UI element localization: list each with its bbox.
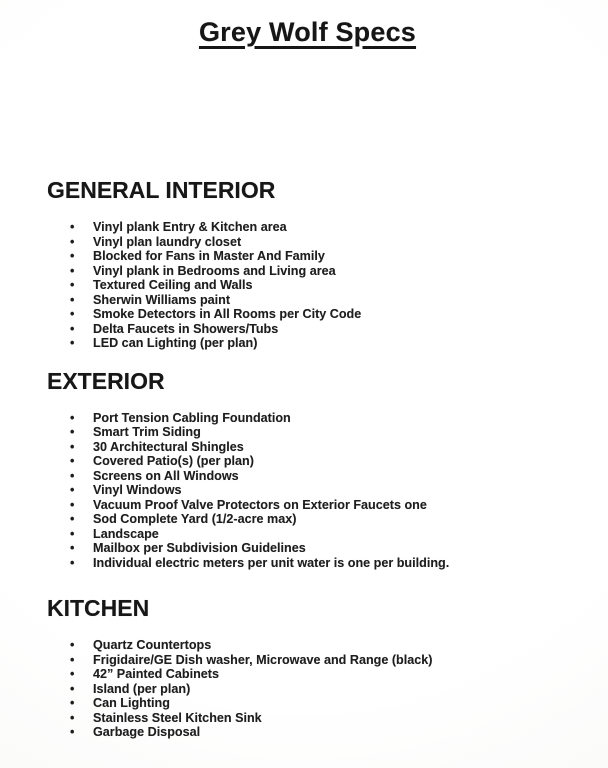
list-item [70,696,568,711]
bullet-dot: • [70,555,75,570]
sections [47,177,568,740]
list-item-text: Textured Ceiling and Walls [93,278,253,292]
list-item [70,235,568,250]
section-heading: GENERAL INTERIOR [47,177,276,203]
list-item [70,682,568,697]
list-item-text: Sod Complete Yard (1/2-acre max) [93,512,297,526]
list-item-text: LED can Lighting (per plan) [93,336,258,350]
list-item [70,293,568,308]
section-heading: EXTERIOR [47,367,165,394]
list-item-text: Blocked for Fans in Master And Family [93,249,325,263]
spec-list [47,638,568,740]
spec-section [47,368,568,571]
list-item [70,527,568,542]
bullet-dot: • [70,497,75,512]
list-item-text: Vacuum Proof Valve Protectors on Exterior Faucets one [93,497,427,512]
bullet-dot: • [70,638,75,652]
list-item-text: Vinyl plank Entry & Kitchen area [93,220,287,234]
spec-section [47,177,568,351]
section-heading: KITCHEN [47,595,150,621]
bullet-dot: • [70,321,75,336]
list-item [70,322,568,337]
spec-list [47,220,568,351]
list-item [70,411,568,426]
list-item-text: Smart Trim Siding [93,425,201,439]
bullet-dot: • [70,652,75,667]
list-item [70,711,568,726]
list-item-text: Garbage Disposal [93,725,201,739]
list-item-text: Vinyl Windows [93,483,182,497]
list-item [70,512,568,527]
list-item [70,638,568,653]
list-item [70,307,568,322]
list-item [70,725,568,740]
bullet-dot: • [70,439,75,454]
list-item-text: Island (per plan) [93,681,191,696]
list-item [70,653,568,668]
list-item-text: Mailbox per Subdivision Guidelines [93,541,306,555]
list-item [70,541,568,556]
list-item [70,249,568,264]
list-item [70,336,568,351]
bullet-dot: • [70,681,75,696]
list-item-text: Frigidaire/GE Dish washer, Microwave and Range (black) [93,652,433,667]
bullet-dot: • [70,263,75,278]
list-item-text: 30 Architectural Shingles [93,439,244,454]
list-item [70,667,568,682]
bullet-dot: • [70,512,75,526]
list-item [70,440,568,455]
bullet-dot: • [70,234,75,249]
list-item-text: Can Lighting [93,696,170,710]
page-title [47,0,568,49]
list-item-text: Delta Faucets in Showers/Tubs [93,321,279,336]
bullet-dot: • [70,292,75,307]
list-item-text: Individual electric meters per unit water is one per building. [93,555,450,570]
spec-list [47,411,568,571]
bullet-dot: • [70,667,75,681]
list-item-text: Vinyl plank in Bedrooms and Living area [93,263,336,278]
list-item [70,498,568,513]
list-item-text: Stainless Steel Kitchen Sink [93,710,262,725]
list-item [70,556,568,571]
bullet-dot: • [70,220,75,234]
bullet-dot: • [70,710,75,725]
list-item-text: Screens on All Windows [93,468,239,483]
bullet-dot: • [70,336,75,350]
list-item [70,425,568,440]
bullet-dot: • [70,696,75,710]
bullet-dot: • [70,468,75,483]
bullet-dot: • [70,725,75,739]
list-item [70,264,568,279]
list-item [70,220,568,235]
page-title-text: Grey Wolf Specs [198,17,417,47]
bullet-dot: • [70,425,75,439]
list-item-text: Port Tension Cabling Foundation [93,410,291,425]
list-item-text: Smoke Detectors in All Rooms per City Code [93,307,362,321]
list-item [70,483,568,498]
list-item-text: Quartz Countertops [93,638,212,652]
list-item-text: Vinyl plan laundry closet [93,234,242,249]
bullet-dot: • [70,541,75,555]
bullet-dot: • [70,307,75,321]
list-item-text: Sherwin Williams paint [93,292,231,307]
bullet-dot: • [70,410,75,425]
bullet-dot: • [70,483,75,497]
bullet-dot: • [70,526,75,541]
bullet-dot: • [70,249,75,263]
list-item [70,454,568,469]
list-item-text: 42” Painted Cabinets [93,667,219,681]
list-item-text: Landscape [93,526,159,541]
list-item [70,278,568,293]
list-item [70,469,568,484]
spec-section [47,595,568,740]
bullet-dot: • [70,454,75,468]
list-item-text: Covered Patio(s) (per plan) [93,454,254,468]
bullet-dot: • [70,278,75,292]
